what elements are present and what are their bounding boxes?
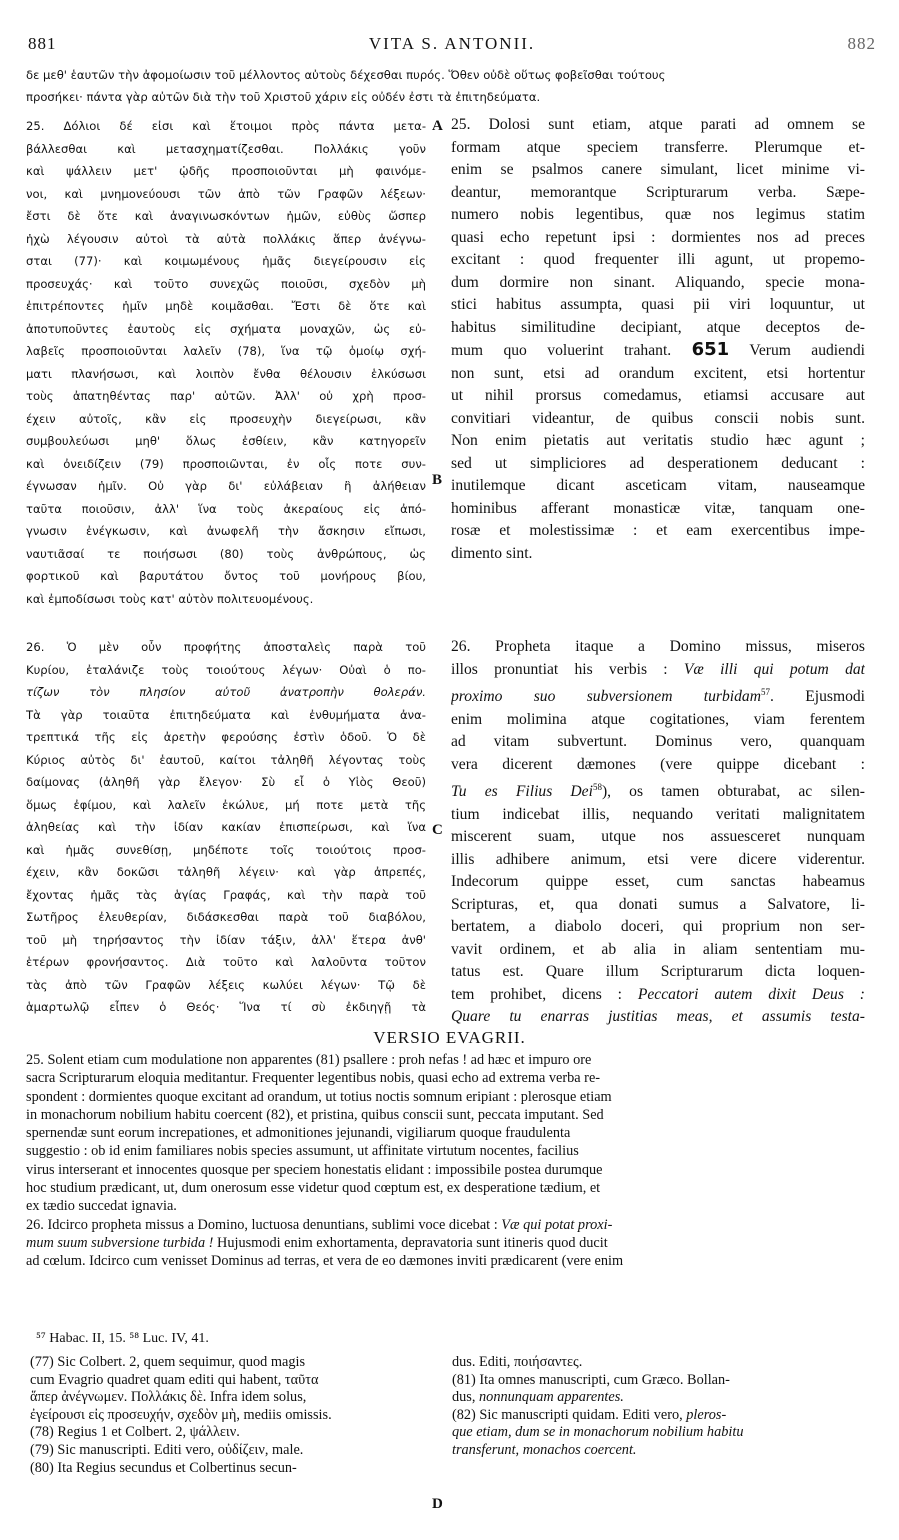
intro-greek-lines xyxy=(26,64,876,108)
greek-line: Κύριος αὐτὸς δι' ἑαυτοῦ, καίτοι τἀληθῆ λέγοντας τοὺς xyxy=(26,752,426,767)
evagrius-version xyxy=(26,1051,876,1271)
footnote-segment: dus, xyxy=(452,1389,476,1406)
footnote-line xyxy=(452,1407,866,1425)
footnotes-left xyxy=(30,1354,430,1477)
footnote-line: (79) Sic manuscripti. Editi vero, οὐδίζειν, male. xyxy=(30,1441,304,1458)
intro-line: προσήκει· πάντα γὰρ αὐτῶν διὰ τὴν τοῦ Χριστοῦ χάριν εἰς οὐδέν ἐστι τὰ ἐπιτηδεύματα. xyxy=(26,90,541,104)
greek-line: τὰς ἀπὸ τῶν Γραφῶν λέξεις κωλύει λέγων· Τῷ δὲ xyxy=(26,977,426,992)
footnote-line: ἐγείρουσι εἰς προσευχήν, σχεδὸν μὴ, mediis omissis. xyxy=(30,1406,332,1423)
latin-column-26 xyxy=(451,636,865,1029)
greek-line: Τὰ γὰρ τοιαῦτα ἐπιτηδεύματα καὶ ἐνθυμήματα ἀνα- xyxy=(26,707,426,722)
greek-line: γνωσιν ἐνέγκωσιν, καὶ ἀνωφελῆ τὴν ἄσκησιν εἴπωσι, xyxy=(26,524,426,538)
latin-line: convitiari videantur, de quibus conscii nobis sunt. xyxy=(451,409,865,427)
latin-line: Non enim pietatis aut veritatis studio hæc agunt ; xyxy=(451,432,865,449)
latin-line xyxy=(451,659,865,682)
footnote-line: (77) Sic Colbert. 2, quem sequimur, quod magis xyxy=(30,1354,306,1370)
latin-segment: tem prohibet, dicens : xyxy=(451,985,622,1003)
latin-line: hominibus afferant monasticæ vitæ, tanquam one- xyxy=(451,499,865,517)
latin-line: vera dicerent dæmones (vere quippe dicebant : xyxy=(451,755,865,773)
latin-line: tatus est. Quare illum Scripturarum dicta loquen- xyxy=(451,963,865,981)
latin-line: 25. Dolosi sunt etiam, atque parati ad omnem se xyxy=(451,116,865,133)
footnote-segment: (82) Sic manuscripti quidam. Editi vero, xyxy=(452,1406,683,1423)
latin-line xyxy=(451,339,865,363)
latin-line: stici habitus assumpta, quasi pii viri loquuntur, ut xyxy=(451,296,865,313)
greek-line: δαίμονας (ἀληθῆ γὰρ ἔλεγον· Σὺ εἶ ὁ Υἱὸς Θεοῦ) xyxy=(26,775,426,789)
latin-line: rosæ et molestissimæ : et eam exercentibus impe- xyxy=(451,522,865,539)
latin-line: habitus similitudine decipiant, atque deceptos de- xyxy=(451,318,865,336)
latin-line: 26. Propheta itaque a Domino missus, miseros xyxy=(451,638,865,655)
greek-line: προσευχάς· καὶ τοῦτο συνεχῶς ποιοῦσι, σχεδὸν μὴ xyxy=(26,276,426,291)
greek-line: καὶ ὀνειδίζειν (79) προσποιῶνται, ἐν οἷς ποτε συν- xyxy=(26,456,426,471)
latin-line: Quare tu enarras justitias meas, et assumis testa- xyxy=(451,1008,865,1026)
evagrius-quote: mum suum subversione turbida ! xyxy=(26,1234,214,1251)
latin-segment: illos pronuntiat his verbis : xyxy=(451,660,668,678)
latin-line: dum dormire non sinant. Aliquando, specie mona- xyxy=(451,273,865,291)
greek-column-25 xyxy=(26,115,426,610)
greek-line: έχειν, κἂν δοκῶσι τἀληθῆ λέγειν· καὶ γὰρ ἀπρεπές, xyxy=(26,865,426,879)
greek-line: καὶ ἡμᾶς συνεθίσῃ, μηδέποτε τοῖς τοιούτοις προσ- xyxy=(26,842,426,857)
greek-line: νοι, καὶ μνημονεύουσι τῶν ἀπὸ τῶν Γραφῶν λέξεων· xyxy=(26,186,426,201)
greek-line: 25. Δόλιοι δέ εἰσι καὶ ἕτοιμοι πρὸς πάντα μετα- xyxy=(26,119,426,133)
latin-line: excitant : quod frequenter illi agunt, ut propemo- xyxy=(451,251,865,268)
evagrius-line xyxy=(26,1216,876,1234)
latin-line: dimento sint. xyxy=(451,544,533,562)
latin-quote: proximo suo subversionem turbidam xyxy=(451,688,761,706)
latin-line: illis adhibere animum, etsi vere dicere viderentur. xyxy=(451,850,865,868)
latin-line: sed ut simpliciores ad desperationem deducant : xyxy=(451,454,865,472)
latin-line: enim molimina atque cogitationes, viam ferentem xyxy=(451,710,865,728)
greek-line: ἔστι δὲ ὅτε καὶ ἀναγινωσκόντων ἡμῶν, εὐθὺς ὥσπερ xyxy=(26,209,426,223)
greek-line: ταῦτα ποιοῦσιν, ἀλλ' ἵνα τοὺς ἀκεραίους εἰς ἀπό- xyxy=(26,501,426,516)
evagrius-line: in monachorum nobilium habitu coercent (82), et pristina, quibus conscii sunt, peccata imputant. Sed xyxy=(26,1106,604,1123)
running-header xyxy=(28,34,876,58)
running-title: VITA S. ANTONII. xyxy=(368,34,536,53)
latin-line: tium indicebat illis, nequando veritati malignitatem xyxy=(451,805,865,823)
latin-line: numero nobis legentibus, quæ nos legimus statim xyxy=(451,206,865,223)
latin-quote: Peccatori autem dixit Deus : xyxy=(637,985,865,1003)
greek-line: λαβεῖς προσποιοῦνται λαλεῖν (78), ἵνα τῷ ὁμοίῳ σχή- xyxy=(26,344,426,358)
latin-line: inutilemque dicant asceticam vitam, nauseamque xyxy=(451,477,865,494)
latin-line: non sunt, etsi ad orandum excitent, etsi hortentur xyxy=(451,364,865,382)
latin-line: Indecorum quippe esset, cum sanctas habeamus xyxy=(451,873,865,891)
greek-line: ἀληθείας καὶ τὴν ἰδίαν κακίαν ἐπισπείρωσι, καὶ ἵνα xyxy=(26,820,426,834)
evagrius-line: suggestio : ob id enim familiares nobis species assumunt, ut affinitate virtutum nocentes, facilius xyxy=(26,1143,579,1160)
greek-line: σται (77)· καὶ κοιμωμένους ἡμᾶς διεγείρουσιν εἰς xyxy=(26,254,426,268)
greek-line: ὅμως ἐφίμου, καὶ λαλεῖν ἐκώλυε, μή ποτε μετὰ τῆς xyxy=(26,797,426,812)
latin-segment: Verum audiendi xyxy=(749,342,865,359)
footnote-line: dus. Editi, ποιήσαντες. xyxy=(452,1354,583,1370)
greek-line: ἔχοντας ἡμᾶς τὰς ἁγίας Γραφάς, καὶ τὴν παρὰ τοῦ xyxy=(26,887,426,902)
greek-line: Κυρίου, ἐταλάνιζε τοὺς τοιούτους λέγων· Οὐαὶ ὁ πο- xyxy=(26,662,426,677)
page-number-left: 881 xyxy=(28,34,57,53)
footnote-line: transferunt, monachos coercent. xyxy=(452,1441,637,1458)
scripture-references: ⁵⁷ Habac. II, 15. ⁵⁸ Luc. IV, 41. xyxy=(36,1331,209,1346)
greek-line: ματι πλανήσωσι, καὶ λοιπὸν ἔνθα θέλουσιν ἑλκύσωσι xyxy=(26,366,426,381)
greek-line: έχειν αὐτοῖς, κἂν εἰς προσευχὴν διεγείρωσι, κἂν xyxy=(26,411,426,426)
latin-segment: mum quo voluerint trahant. xyxy=(451,342,672,359)
greek-line: ναυτιᾶσαί τε ποιήσωσι (80) τοὺς ἀνθρώπους, ὡς xyxy=(26,546,426,561)
greek-line: τοῦ μὴ τηρήσαντος τὴν ἰδίαν τάξιν, ἀλλ' ἕτερα ἀνθ' xyxy=(26,932,426,947)
latin-segment: . Ejusmodi xyxy=(770,688,865,706)
greek-line: ἁμαρτωλῷ εἶπεν ὁ Θεός· Ἵνα τί σὺ ἐκδιηγῇ τὰ xyxy=(26,1000,426,1014)
evagrius-line: hoc studium prædicant, ut, dum onerosum esse videtur quod cœptum est, ex desperatione tædium, et xyxy=(26,1180,601,1197)
evagrius-line: sacra Scripturarum eloquia meditantur. Frequenter legentibus nobis, quasi echo ad extrema verba re- xyxy=(26,1070,601,1087)
latin-line: Scripturas, et, qua donati sumus a Salvatore, li- xyxy=(451,895,865,913)
latin-column-25 xyxy=(451,114,865,565)
greek-line: φορτικοῦ καὶ βαρυτάτου ὄντος τοῦ μονήρους βίου, xyxy=(26,569,426,583)
evagrius-line: ex tædio succedat ignavia. xyxy=(26,1198,177,1215)
greek-line: τοὺς ἀπατηθέντας παρ' αὐτῶν. Ἀλλ' οὐ χρὴ προσ- xyxy=(26,389,426,403)
footnote-ref-57: 57 xyxy=(761,687,770,697)
latin-quote: Tu es Filius Dei xyxy=(451,783,593,801)
greek-line: 26. Ὁ μὲν οὖν προφήτης ἀποσταλεὶς παρὰ τοῦ xyxy=(26,640,426,654)
footnote-line: (78) Regius 1 et Colbert. 2, ψάλλειν. xyxy=(30,1424,240,1441)
footnote-line: (80) Ita Regius secundus et Colbertinus secun- xyxy=(30,1459,297,1476)
footnote-line: que etiam, dum se in monachorum nobilium habitu xyxy=(452,1424,744,1441)
footnote-quote: nonnunquam apparentes. xyxy=(479,1389,624,1406)
evagrius-line: spernendæ sunt eorum increpationes, et admonitiones jejunandi, vigiliarum quoque fraudulenta xyxy=(26,1125,571,1142)
evagrius-quote: Væ qui potat proxi- xyxy=(501,1216,613,1233)
footnote-line: ἅπερ ἀνέγνωμεν. Πολλάκις δὲ. Infra idem solus, xyxy=(30,1389,307,1406)
versio-heading: VERSIO EVAGRII. xyxy=(373,1028,526,1047)
evagrius-segment: Hujusmodi enim exhortamenta, depravatoria sunt itineris quod ducit xyxy=(217,1234,608,1251)
footnote-ref-58: 58 xyxy=(592,782,602,793)
margin-letter-c: C xyxy=(432,822,443,838)
latin-line: miscerent suam, utque nos assuesceret nunquam xyxy=(451,828,865,846)
latin-line xyxy=(451,776,865,804)
latin-quote: Væ illi qui potum dat xyxy=(683,660,865,678)
latin-line: deantur, memorantque Scripturarum verba. Sæpe- xyxy=(451,183,865,201)
footnote-quote: pleros- xyxy=(686,1406,727,1423)
latin-line: bertatem, a diabolo doceri, qui proprium non ser- xyxy=(451,918,865,936)
margin-letter-b: B xyxy=(432,472,443,488)
greek-line: συμβουλεύωσι μηθ' ὅλως ἐσθίειν, κἂν κατηγορεῖν xyxy=(26,434,426,448)
evagrius-line: ad cœlum. Idcirco cum venisset Dominus ad terras, et vera de eo dæmones inviti prædicarent (vere enim xyxy=(26,1253,624,1270)
footnote-line xyxy=(452,1389,866,1407)
greek-line: καὶ ἐμποδίσωσι τοὺς κατ' αὐτὸν πολιτευομένους. xyxy=(26,591,314,606)
latin-line xyxy=(451,984,865,1007)
greek-line: ἀποτυποῦντες ἑαυτοὺς εἰς σχήματα μοναχῶν, ὡς εὐ- xyxy=(26,321,426,336)
greek-line: ἐπιτρέποντες ἡμῖν μηδὲ κοιμᾶσθαι. Ἔστι δὲ ὅτε καὶ xyxy=(26,299,426,313)
evagrius-line xyxy=(26,1234,876,1252)
latin-line: ad vitam subvertunt. Dominus vero, quanquam xyxy=(451,733,865,751)
evagrius-line: 25. Solent etiam cum modulatione non apparentes (81) psallere : proh nefas ! ad hæc et impuro ore xyxy=(26,1052,592,1068)
margin-letter-a: A xyxy=(432,118,443,134)
latin-line xyxy=(451,681,865,709)
footnote-line: cum Evagrio quadret quam editi qui habent, ταῦτα xyxy=(30,1371,319,1388)
latin-segment: ), os tamen obturabat, ac silen- xyxy=(601,783,865,801)
latin-line: ut nihil prorsus comedamus, etiamsi accusare aut xyxy=(451,387,865,404)
latin-line: quasi echo repetunt ipsi : dormientes nos ad preces xyxy=(451,228,865,246)
column-number-651: 651 xyxy=(691,339,730,360)
greek-line: ἑτέρων φρονήσαντος. Διὰ τοῦτο καὶ λαλοῦντα τοῦτον xyxy=(26,955,426,969)
margin-letter-d: D xyxy=(432,1496,443,1512)
greek-line: βάλλεσθαι καὶ μετασχηματίζεσθαι. Πολλάκις γοῦν xyxy=(26,141,426,156)
greek-line: τίζων τὸν πλησίον αὐτοῦ ἀνατροπὴν θολεράν. xyxy=(26,685,426,699)
latin-line: vavit ordinem, et ab alia in aliam sententiam mu- xyxy=(451,940,865,958)
greek-line: έγνωσαν ἡμῖν. Οὐ γὰρ δι' εὐλάβειαν ἢ ἀλήθειαν xyxy=(26,479,426,493)
evagrius-line: spondent : dormientes quoque excitant ad orandum, ut totius noctis somnum eripiant : plerosque etiam xyxy=(26,1088,612,1105)
greek-line: Σωτῆρος ἐλευθερίαν, διδάσκεσθαι παρὰ τοῦ διαβόλου, xyxy=(26,910,426,924)
latin-line: formam atque speciem transferre. Plerumque et- xyxy=(451,138,865,156)
greek-column-26 xyxy=(26,636,426,1019)
footnotes-right xyxy=(452,1354,866,1460)
evagrius-line: virus interserant et innocentes quosque per speciem honestatis elidant : impossibile postea durumque xyxy=(26,1161,603,1178)
page-number-right: 882 xyxy=(847,34,876,53)
intro-line: δε μεθ' ἑαυτῶν τὴν ἀφομοίωσιν τοῦ μέλλοντος αὐτοὺς δέχεσθαι πυρός. Ὅθεν οὐδὲ οὕτως φοβεῖσθαι τούτους xyxy=(26,68,666,82)
greek-line: ἠχὼ λέγουσιν αὐτοὶ τὰ αὐτὰ πολλάκις ἅπερ ἀνέγνω- xyxy=(26,231,426,246)
greek-line: τρεπτικά τῆς εἰς ἀρετὴν φερούσης ἐστὶν ὁδοῦ. Ὁ δὲ xyxy=(26,730,426,744)
evagrius-segment: 26. Idcirco propheta missus a Domino, luctuosa denuntians, sublimi voce dicebat : xyxy=(26,1216,498,1233)
latin-line: enim se psalmos canere simulant, licet minime vi- xyxy=(451,161,865,178)
footnote-line: (81) Ita omnes manuscripti, cum Græco. Bollan- xyxy=(452,1371,730,1388)
greek-line: καὶ ψάλλειν μετ' ᾠδῆς προσποιοῦνται μὴ φαινόμε- xyxy=(26,164,426,178)
